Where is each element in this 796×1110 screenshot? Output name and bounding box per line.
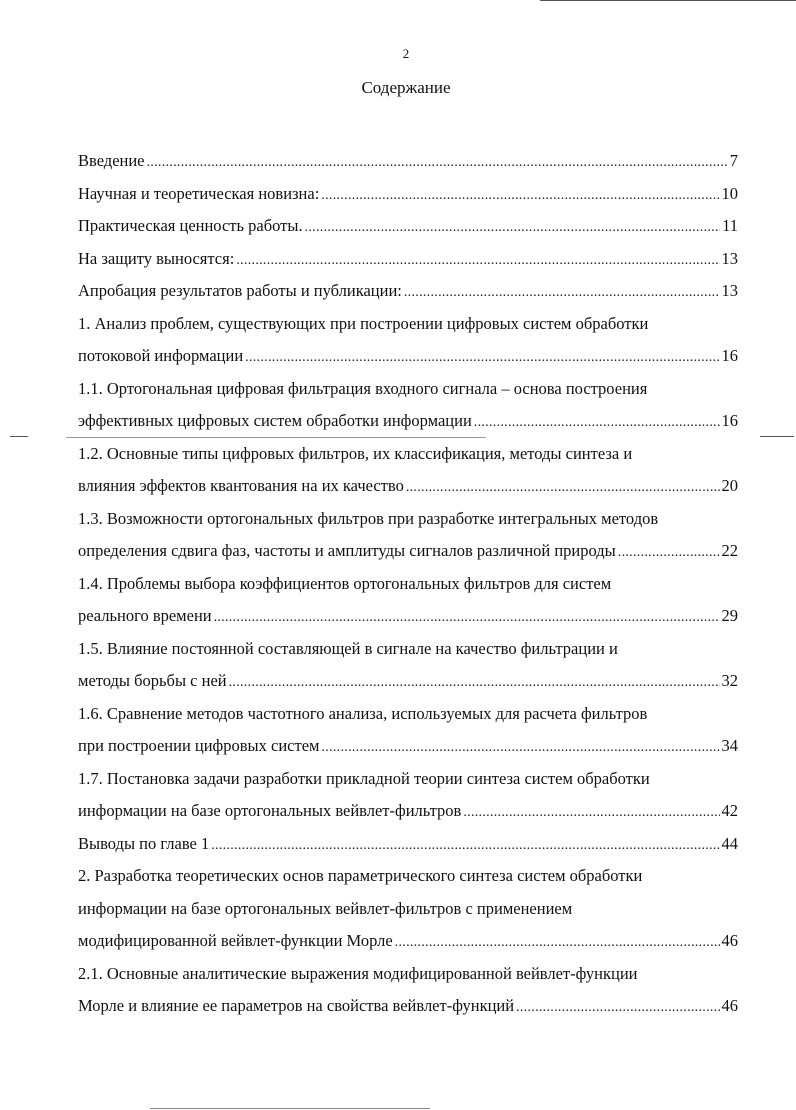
toc-entry bbox=[78, 308, 738, 341]
toc-entry-text: Выводы по главе 1 bbox=[78, 833, 210, 853]
toc-entry bbox=[78, 600, 738, 633]
toc-dot-leader bbox=[516, 990, 719, 1023]
toc-entry-page: 32 bbox=[721, 671, 738, 690]
toc-entry bbox=[78, 568, 738, 601]
toc-entry bbox=[78, 958, 738, 991]
page-number: 2 bbox=[402, 46, 410, 61]
toc-entry-text: 1.1. Ортогональная цифровая фильтрация входного сигнала – основа построения bbox=[78, 378, 648, 398]
scan-line-fold-mid bbox=[66, 437, 486, 438]
toc-entry-text: модифицированной вейвлет-функции Морле bbox=[78, 931, 393, 950]
toc-entry bbox=[78, 210, 738, 243]
toc-dot-leader bbox=[211, 828, 719, 861]
toc-entry-text: 1.2. Основные типы цифровых фильтров, их классификация, методы синтеза и bbox=[78, 443, 633, 463]
toc-entry-text: Практическая ценность работы. bbox=[78, 216, 303, 235]
scan-line-bottom bbox=[150, 1108, 430, 1109]
toc-dot-leader bbox=[305, 210, 721, 243]
toc-entry bbox=[78, 795, 738, 828]
toc-entry bbox=[78, 730, 738, 763]
toc-dot-leader bbox=[321, 730, 719, 763]
toc-dot-leader bbox=[474, 405, 720, 438]
toc-entry bbox=[78, 860, 738, 893]
toc-entry bbox=[78, 275, 738, 308]
toc-entry bbox=[78, 990, 738, 1023]
toc-entry bbox=[78, 698, 738, 731]
toc-entry-page: 10 bbox=[721, 183, 738, 203]
toc-entry-text: 1.6. Сравнение методов частотного анализа, используемых для расчета фильтров bbox=[78, 703, 648, 723]
toc-dot-leader bbox=[147, 145, 728, 178]
toc-dot-leader bbox=[404, 275, 720, 308]
toc-entry-text: 1.3. Возможности ортогональных фильтров при разработке интегральных методов bbox=[78, 508, 659, 528]
toc-entry-text: 2.1. Основные аналитические выражения модифицированной вейвлет-функции bbox=[78, 963, 638, 983]
toc-entry bbox=[78, 535, 738, 568]
toc-entry-text: влияния эффектов квантования на их качество bbox=[78, 476, 404, 495]
toc-entry-text: эффективных цифровых систем обработки информации bbox=[78, 411, 472, 430]
toc-entry-text: реального времени bbox=[78, 606, 212, 625]
toc-entry bbox=[78, 925, 738, 958]
toc-entry bbox=[78, 373, 738, 406]
table-of-contents bbox=[78, 145, 738, 1023]
toc-entry bbox=[78, 340, 738, 373]
toc-entry bbox=[78, 178, 738, 211]
toc-entry-page: 16 bbox=[721, 411, 738, 430]
toc-entry-text: Научная и теоретическая новизна: bbox=[78, 183, 320, 203]
toc-entry-page: 20 bbox=[721, 476, 738, 495]
toc-entry-text: Апробация результатов работы и публикации: bbox=[78, 281, 402, 300]
toc-dot-leader bbox=[229, 665, 720, 698]
toc-entry-page: 22 bbox=[721, 541, 738, 560]
toc-entry-page: 7 bbox=[729, 151, 738, 170]
toc-entry-text: 1.4. Проблемы выбора коэффициентов ортогональных фильтров для систем bbox=[78, 573, 612, 593]
toc-dot-leader bbox=[395, 925, 720, 958]
scan-line-fold-left bbox=[10, 436, 28, 437]
toc-entry-page: 34 bbox=[721, 736, 738, 755]
scan-line-fold-right bbox=[760, 436, 794, 437]
toc-entry bbox=[78, 665, 738, 698]
toc-entry-text: при построении цифровых систем bbox=[78, 736, 320, 755]
toc-dot-leader bbox=[406, 470, 720, 503]
toc-dot-leader bbox=[245, 340, 719, 373]
page-title: Содержание bbox=[361, 78, 451, 97]
toc-dot-leader bbox=[214, 600, 720, 633]
toc-entry bbox=[78, 405, 738, 438]
toc-entry-text: 1.7. Постановка задачи разработки прикладной теории синтеза систем обработки bbox=[78, 768, 650, 788]
toc-entry-page: 46 bbox=[721, 931, 738, 950]
scan-line-top-right bbox=[540, 0, 796, 1]
toc-entry-text: 2. Разработка теоретических основ параметрического синтеза систем обработки bbox=[78, 866, 643, 885]
toc-entry bbox=[78, 503, 738, 536]
toc-entry-page: 42 bbox=[721, 801, 738, 820]
toc-entry bbox=[78, 470, 738, 503]
toc-entry bbox=[78, 438, 738, 471]
toc-entry-page: 46 bbox=[721, 996, 738, 1015]
toc-entry-page: 16 bbox=[721, 346, 738, 365]
toc-entry bbox=[78, 243, 738, 276]
toc-entry bbox=[78, 828, 738, 861]
toc-entry bbox=[78, 633, 738, 666]
toc-entry-text: Морле и влияние ее параметров на свойства вейвлет-функций bbox=[78, 996, 515, 1015]
toc-entry-text: Введение bbox=[78, 151, 145, 170]
toc-entry-page: 13 bbox=[721, 248, 738, 268]
toc-entry bbox=[78, 763, 738, 796]
toc-entry-text: 1. Анализ проблем, существующих при построении цифровых систем обработки bbox=[78, 313, 649, 333]
toc-entry-page: 44 bbox=[721, 833, 738, 853]
toc-entry-page: 29 bbox=[721, 606, 738, 625]
toc-entry-page: 13 bbox=[721, 281, 738, 300]
toc-entry bbox=[78, 893, 738, 926]
toc-entry-text: методы борьбы с ней bbox=[78, 671, 227, 690]
toc-entry-text: определения сдвига фаз, частоты и амплитуды сигналов различной природы bbox=[78, 541, 616, 560]
toc-entry-page: 11 bbox=[722, 216, 738, 235]
toc-entry-text: На защиту выносятся: bbox=[78, 248, 235, 268]
toc-entry bbox=[78, 145, 738, 178]
toc-entry-text: информации на базе ортогональных вейвлет-фильтров bbox=[78, 801, 462, 820]
toc-dot-leader bbox=[463, 795, 719, 828]
toc-entry-text: 1.5. Влияние постоянной составляющей в сигнале на качество фильтрации и bbox=[78, 638, 618, 658]
toc-dot-leader bbox=[236, 243, 719, 276]
toc-dot-leader bbox=[618, 535, 720, 568]
toc-entry-text: информации на базе ортогональных вейвлет-фильтров с применением bbox=[78, 898, 573, 918]
toc-entry-text: потоковой информации bbox=[78, 346, 244, 365]
toc-dot-leader bbox=[321, 178, 719, 211]
